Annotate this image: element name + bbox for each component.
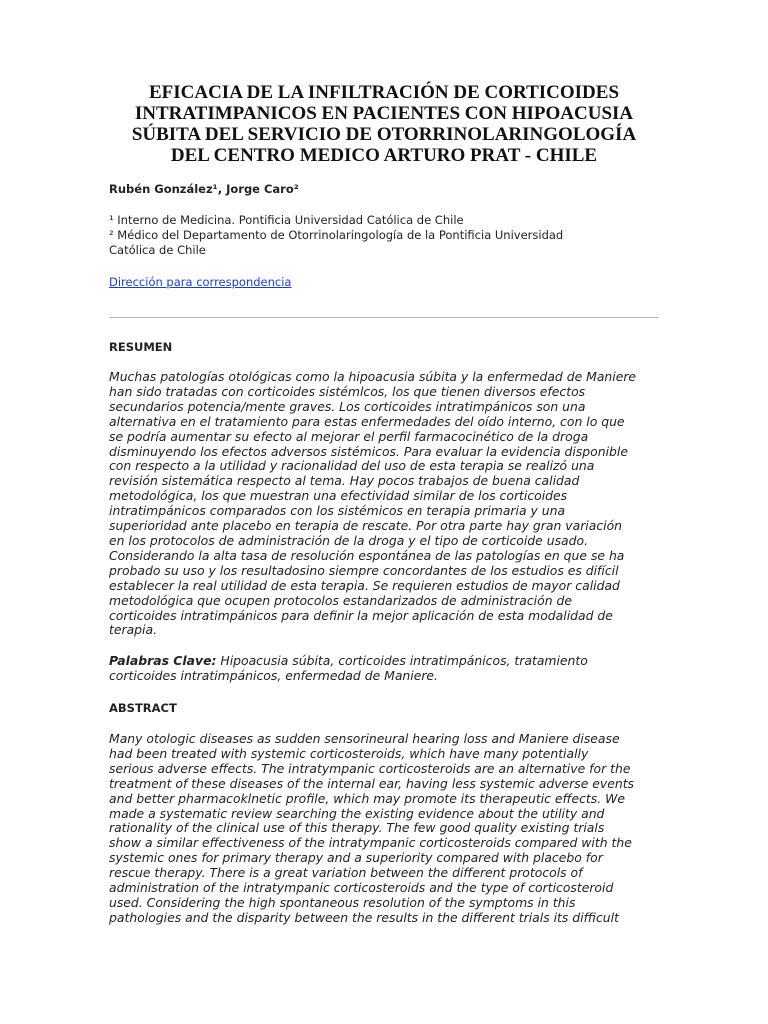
resumen-line: secundarios potencia/mente graves. Los corticoides intratimpánicos son una xyxy=(109,398,586,414)
resumen-line: superioridad ante placebo en terapia de rescate. Por otra parte hay gran variación xyxy=(109,518,623,534)
resumen-line: se podría aumentar su efecto al mejorar el perfil farmacocinético de la droga xyxy=(109,428,589,444)
resumen-line: han sido tratadas con corticoides sistémlcos, los que tienen diversos efectos xyxy=(109,383,586,399)
resumen-line: con respecto a la utilidad y racionalidad del uso de esta terapia se realizó una xyxy=(109,458,595,474)
abstract-line: made a systematic review searching the existing evidence about the utility and xyxy=(109,805,605,821)
abstract-line: used. Considering the high spontaneous resolution of the symptoms in this xyxy=(109,894,576,910)
resumen-line: probado su uso y los resultadosino siempre concordantes de los estudios es difícil xyxy=(109,562,619,578)
abstract-line: treatment of these diseases of the internal ear, having less systemic adverse events xyxy=(109,775,635,791)
title-line: SÚBITA DEL SERVICIO DE OTORRINOLARINGOLOGÍA xyxy=(131,124,637,145)
resumen-line: terapia. xyxy=(109,622,158,638)
abstract-line: Many otologic diseases as sudden sensorineural hearing loss and Maniere disease xyxy=(109,731,620,746)
resumen-line: Considerando la alta tasa de resolución espontánea de las patologías en que se ha xyxy=(109,547,625,563)
keywords-line xyxy=(109,654,657,669)
resumen-line: corticoides intratimpánicos para definir la mejor aplicación de esta modalidad de xyxy=(109,607,613,623)
page-title xyxy=(100,82,668,166)
resumen-line: revisión sistemática respecto al tema. Hay pocos trabajos de buena calidad xyxy=(109,473,580,489)
resumen-line: establecer la real utilidad de esta terapia. Se requieren estudios de mayor calidad xyxy=(109,577,620,593)
affiliation-2-cont: Católica de Chile xyxy=(109,243,206,257)
resumen-line: en los protocolos de administración de la droga y el tipo de corticoide usado. xyxy=(109,532,589,548)
resumen-line: intratimpánicos comparados con los sistémicos en terapia primaria y una xyxy=(109,503,566,519)
affiliation-2: ² Médico del Departamento de Otorrinolaringología de la Pontificia Universidad xyxy=(109,228,564,242)
resumen-line: disminuyendo los efectos adversos sistémicos. Para evaluar la evidencia disponible xyxy=(109,443,628,459)
keywords-label: Palabras Clave: xyxy=(109,653,217,668)
resumen-line: Muchas patologías otológicas como la hipoacusia súbita y la enfermedad de Maniere xyxy=(109,369,637,384)
keywords xyxy=(109,654,657,684)
keywords-text: Hipoacusia súbita, corticoides intratimpánicos, tratamiento xyxy=(216,653,588,668)
title-line: INTRATIMPANICOS EN PACIENTES CON HIPOACUSIA xyxy=(134,103,634,124)
affiliations xyxy=(109,213,649,258)
resumen-heading: RESUMEN xyxy=(109,340,173,354)
resumen-line: metodológica que ocupen protocolos estandarizados de administración de xyxy=(109,592,572,608)
abstract-line: rescue therapy. There is a great variation between the different protocols of xyxy=(109,865,583,881)
authors: Rubén González¹, Jorge Caro² xyxy=(109,182,299,196)
resumen-line: alternativa en el tratamiento para estas enfermedades del oído interno, con lo que xyxy=(109,413,625,429)
correspondence-link[interactable]: Dirección para correspondencia xyxy=(109,275,292,289)
title-line: DEL CENTRO MEDICO ARTURO PRAT - CHILE xyxy=(170,145,598,166)
abstract-line: administration of the intratympanic corticosteroids and the type of corticosteroid xyxy=(109,880,614,896)
title-line: EFICACIA DE LA INFILTRACIÓN DE CORTICOIDES xyxy=(148,82,620,103)
abstract-line: show a similar effectiveness of the intratympanic corticosteroids compared with the xyxy=(109,835,632,851)
abstract-text xyxy=(109,732,657,926)
resumen-line: metodológica, los que muestran una efectividad similar de los corticoides xyxy=(109,488,568,504)
abstract-heading: ABSTRACT xyxy=(109,701,177,715)
abstract-line: systemic ones for primary therapy and a superiority compared with placebo for xyxy=(109,850,603,866)
abstract-line: had been treated with systemic corticosteroids, which have many potentially xyxy=(109,745,589,761)
abstract-line: rationality of the clinical use of this therapy. The few good quality existing trials xyxy=(109,820,605,836)
resumen-text xyxy=(109,370,657,638)
divider xyxy=(109,317,659,318)
affiliation-1: ¹ Interno de Medicina. Pontificia Universidad Católica de Chile xyxy=(109,213,464,227)
abstract-line: and better pharmacoklnetic profile, which may promote its therapeutic effects. We xyxy=(109,790,625,806)
abstract-line: serious adverse effects. The intratympanic corticosteroids are an alternative for the xyxy=(109,760,631,776)
keywords-line: corticoides intratimpánicos, enfermedad de Maniere. xyxy=(109,667,438,683)
abstract-line: pathologies and the disparity between the results in the different trials its difficult xyxy=(109,909,619,925)
